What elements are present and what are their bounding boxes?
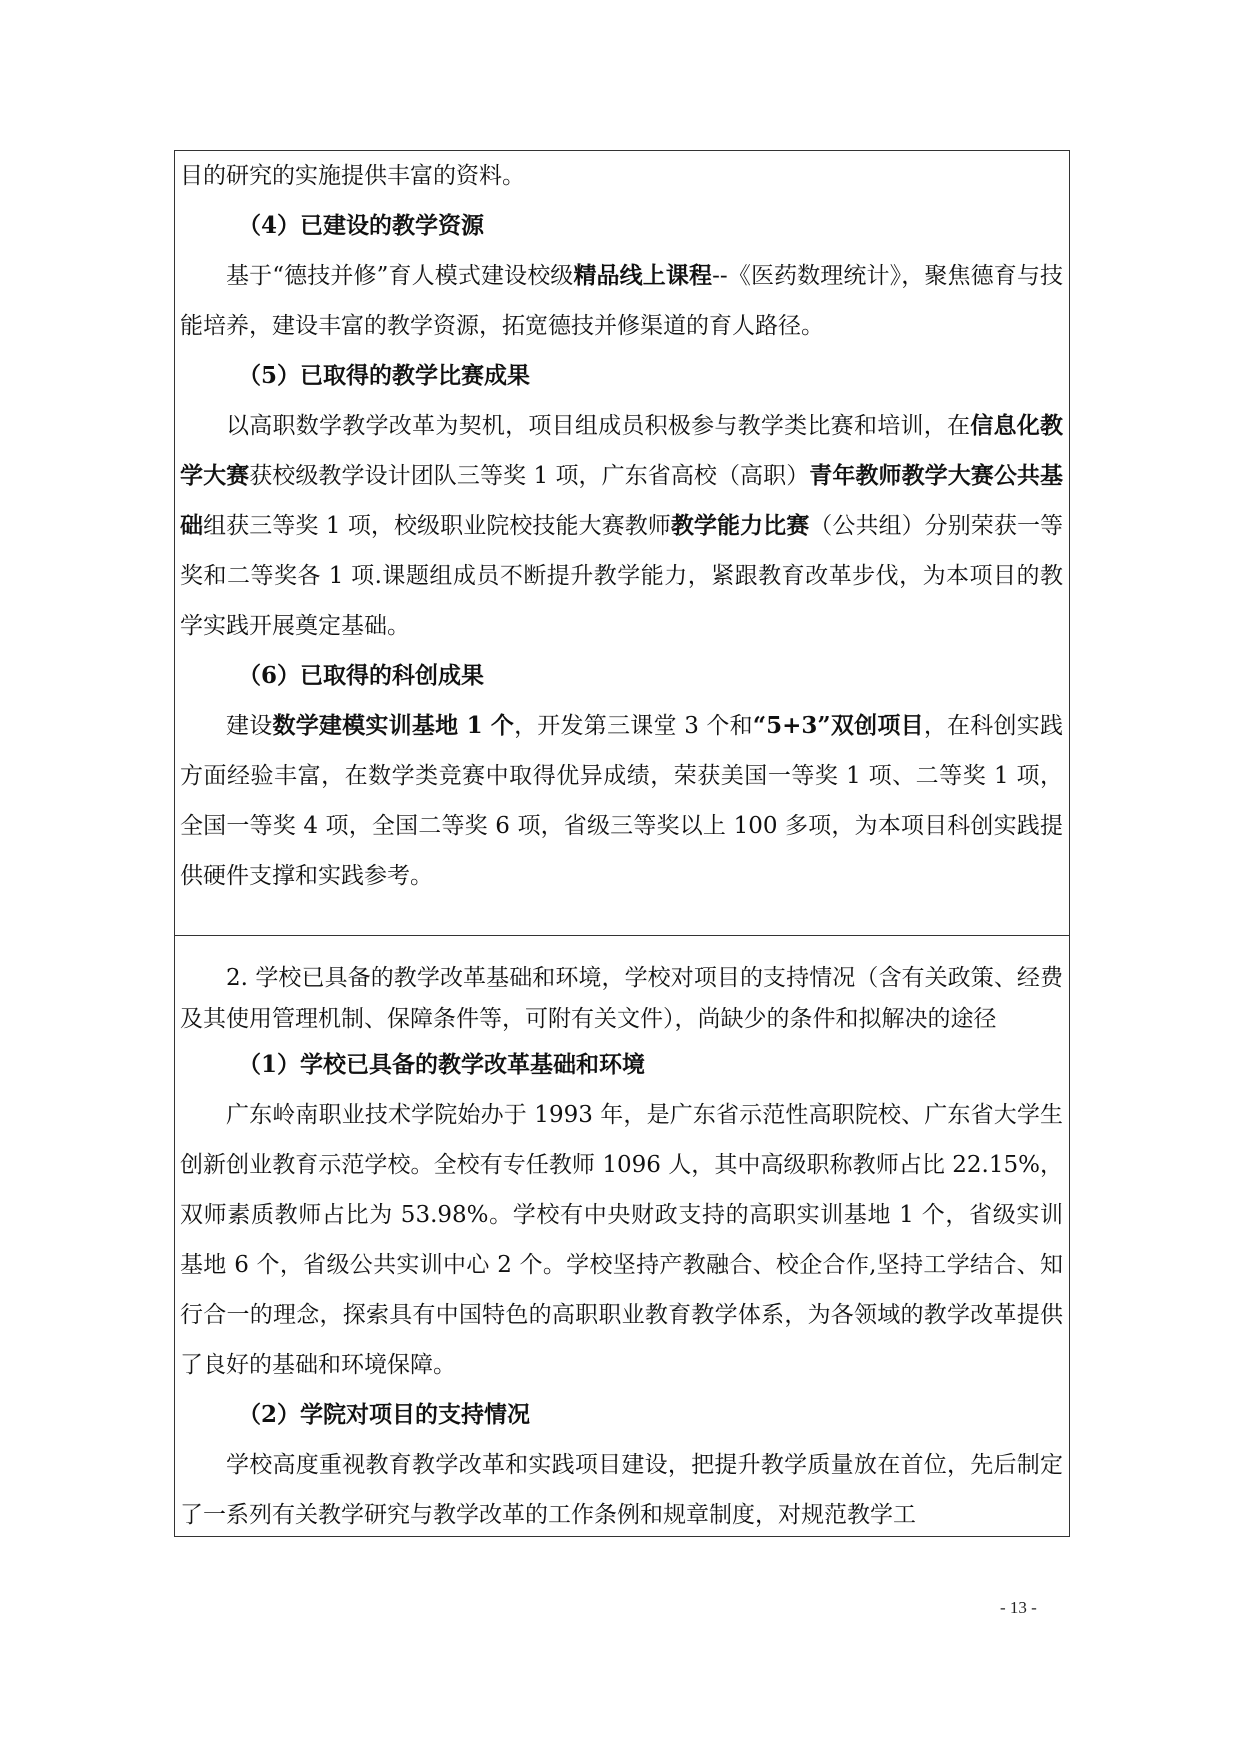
text-run: ，开发第三课堂 3 个和: [514, 713, 753, 739]
bold-run: 教学能力比赛: [670, 512, 810, 539]
item-2-prompt: 2. 学校已具备的教学改革基础和环境，学校对项目的支持情况（含有关政策、经费及其使用管理机制、保障条件等，可附有关文件），尚缺少的条件和拟解决的途径: [180, 965, 1063, 1032]
text-run: 获校级教学设计团队三等奖 1 项，广东省高校（高职）: [249, 463, 810, 489]
paragraph-competition-results: [180, 401, 1063, 651]
paragraph-teaching-resources: [180, 251, 1063, 351]
section-heading-project-support: （2）学院对项目的支持情况: [238, 1401, 531, 1428]
table-cell-school-support: [175, 935, 1069, 1536]
text-run: 基于“德技并修”育人模式建设校级: [226, 263, 574, 289]
text-run: 建设: [226, 713, 273, 739]
section-heading-reform-foundation: （1）学校已具备的教学改革基础和环境: [238, 1051, 646, 1078]
continuation-paragraph: 目的研究的实施提供丰富的资料。: [180, 163, 525, 189]
bold-run: 精品线上课程: [573, 262, 713, 289]
text-run: （公共组）分别荣获一等奖和二等奖各 1 项.课题组成员不断提升教学能力，紧跟教育改革步伐，为本项目的教学实践开展奠定基础。: [180, 513, 1064, 639]
bold-run: 青年教师教学大赛公共基础: [180, 462, 1064, 539]
bold-run: 数学建模实训基地 1 个: [272, 712, 515, 739]
paragraph-project-support: 学校高度重视教育教学改革和实践项目建设，把提升教学质量放在首位，先后制定了一系列有关教学研究与教学改革的工作条例和规章制度，对规范教学工: [180, 1452, 1063, 1528]
text-run: ，在科创实践方面经验丰富，在数学类竞赛中取得优异成绩，荣获美国一等奖 1 项、二等奖 1 项，全国一等奖 4 项，全国二等奖 6 项，省级三等奖以上 100 多项，为本项目科创实践提供硬件支撑和实践参考。: [180, 713, 1063, 889]
section-heading-teaching-resources: （4）已建设的教学资源: [238, 212, 485, 239]
section-heading-competition-results: （5）已取得的教学比赛成果: [238, 362, 531, 389]
paragraph-innovation-results: [180, 701, 1063, 901]
bold-run: 信息化教学大赛: [180, 412, 1064, 489]
table-cell-achievements: [175, 151, 1069, 935]
form-table: [174, 150, 1070, 1537]
text-run: 组获三等奖 1 项，校级职业院校技能大赛教师: [203, 513, 671, 539]
paragraph-reform-foundation: 广东岭南职业技术学院始办于 1993 年，是广东省示范性高职院校、广东省大学生创新创业教育示范学校。全校有专任教师 1096 人，其中高级职称教师占比 22.15%，双师素质教师占比为 53.98%。学校有中央财政支持的高职实训基地 1 个，省级实训基地 6 个，省级公共实训中心 2 个。学校坚持产教融合、校企合作,坚持工学结合、知行合一的理念，探索具有中国特色的高职职业教育教学体系，为各领域的教学改革提供了良好的基础和环境保障。: [180, 1102, 1063, 1378]
section-heading-innovation-results: （6）已取得的科创成果: [238, 662, 485, 689]
text-run: --《医药数理统计》，聚焦德育与技能培养，建设丰富的教学资源，拓宽德技并修渠道的育人路径。: [180, 263, 1063, 339]
page-number: - 13 -: [1000, 1598, 1037, 1617]
bold-run: “5+3”双创项目: [752, 712, 924, 739]
text-run: 以高职数学教学改革为契机，项目组成员积极参与教学类比赛和培训，在: [226, 413, 971, 439]
